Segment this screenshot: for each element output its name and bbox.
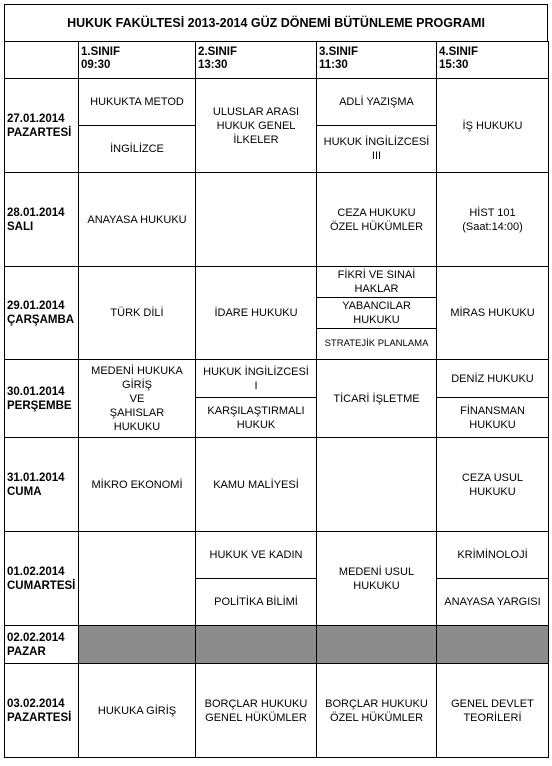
course-cell: HUKUKA GİRİŞ: [79, 664, 196, 758]
course-cell: STRATEJİK PLANLAMA: [317, 329, 437, 360]
table-row: [5, 79, 549, 126]
empty-cell: [79, 532, 196, 626]
course-cell: KAMU MALİYESİ: [196, 438, 317, 532]
date-cell: 27.01.2014 PAZARTESİ: [5, 79, 79, 173]
page-title: HUKUK FAKÜLTESİ 2013-2014 GÜZ DÖNEMİ BÜTÜNLEME PROGRAMI: [4, 4, 548, 42]
header-class-2: 2.SINIF 13:30: [196, 42, 317, 79]
table-row: [5, 664, 549, 758]
date-cell: 30.01.2014 PERŞEMBE: [5, 360, 79, 438]
course-cell: HUKUKTA METOD: [79, 79, 196, 126]
course-cell: BORÇLAR HUKUKU ÖZEL HÜKÜMLER: [317, 664, 437, 758]
course-cell: BORÇLAR HUKUKU GENEL HÜKÜMLER: [196, 664, 317, 758]
date-cell: 03.02.2014 PAZARTESİ: [5, 664, 79, 758]
closed-cell: [317, 626, 437, 664]
course-cell: HUKUK İNGİLİZCESİ III: [317, 126, 437, 173]
course-cell: HUKUK İNGİLİZCESİ I: [196, 360, 317, 398]
course-cell: TÜRK DİLİ: [79, 267, 196, 360]
course-cell: HİST 101 (Saat:14:00): [437, 173, 549, 267]
course-cell: MİRAS HUKUKU: [437, 267, 549, 360]
empty-cell: [317, 438, 437, 532]
course-cell: KARŞILAŞTIRMALI HUKUK: [196, 398, 317, 438]
header-row: [5, 42, 549, 79]
date-cell: 28.01.2014 SALI: [5, 173, 79, 267]
course-cell: POLİTİKA BİLİMİ: [196, 579, 317, 626]
header-class-3: 3.SINIF 11:30: [317, 42, 437, 79]
header-corner: [5, 42, 79, 79]
course-cell: FİNANSMAN HUKUKU: [437, 398, 549, 438]
table-row: [5, 173, 549, 267]
header-class-4: 4.SINIF 15:30: [437, 42, 549, 79]
course-cell: İNGİLİZCE: [79, 126, 196, 173]
course-cell: MİKRO EKONOMİ: [79, 438, 196, 532]
course-cell: İDARE HUKUKU: [196, 267, 317, 360]
closed-cell: [437, 626, 549, 664]
table-row: [5, 360, 549, 398]
course-cell: ANAYASA HUKUKU: [79, 173, 196, 267]
closed-cell: [196, 626, 317, 664]
course-cell: MEDENİ HUKUKA GİRİŞ VE ŞAHISLAR HUKUKU: [79, 360, 196, 438]
course-cell: DENİZ HUKUKU: [437, 360, 549, 398]
course-cell: GENEL DEVLET TEORİLERİ: [437, 664, 549, 758]
table-row: [5, 626, 549, 664]
course-cell: İŞ HUKUKU: [437, 79, 549, 173]
date-cell: 31.01.2014 CUMA: [5, 438, 79, 532]
schedule-table: [4, 41, 549, 758]
course-cell: FİKRİ VE SINAİ HAKLAR: [317, 267, 437, 298]
course-cell: ANAYASA YARGISI: [437, 579, 549, 626]
course-cell: ULUSLAR ARASI HUKUK GENEL İLKELER: [196, 79, 317, 173]
date-cell: 29.01.2014 ÇARŞAMBA: [5, 267, 79, 360]
table-row: [5, 267, 549, 298]
date-cell: 01.02.2014 CUMARTESİ: [5, 532, 79, 626]
table-row: [5, 532, 549, 579]
course-cell: MEDENİ USUL HUKUKU: [317, 532, 437, 626]
header-class-1: 1.SINIF 09:30: [79, 42, 196, 79]
closed-cell: [79, 626, 196, 664]
course-cell: KRİMİNOLOJİ: [437, 532, 549, 579]
course-cell: CEZA HUKUKU ÖZEL HÜKÜMLER: [317, 173, 437, 267]
course-cell: TİCARİ İŞLETME: [317, 360, 437, 438]
date-cell: 02.02.2014 PAZAR: [5, 626, 79, 664]
course-cell: CEZA USUL HUKUKU: [437, 438, 549, 532]
table-row: [5, 438, 549, 532]
course-cell: YABANCILAR HUKUKU: [317, 298, 437, 329]
course-cell: ADLİ YAZIŞMA: [317, 79, 437, 126]
empty-cell: [196, 173, 317, 267]
course-cell: HUKUK VE KADIN: [196, 532, 317, 579]
